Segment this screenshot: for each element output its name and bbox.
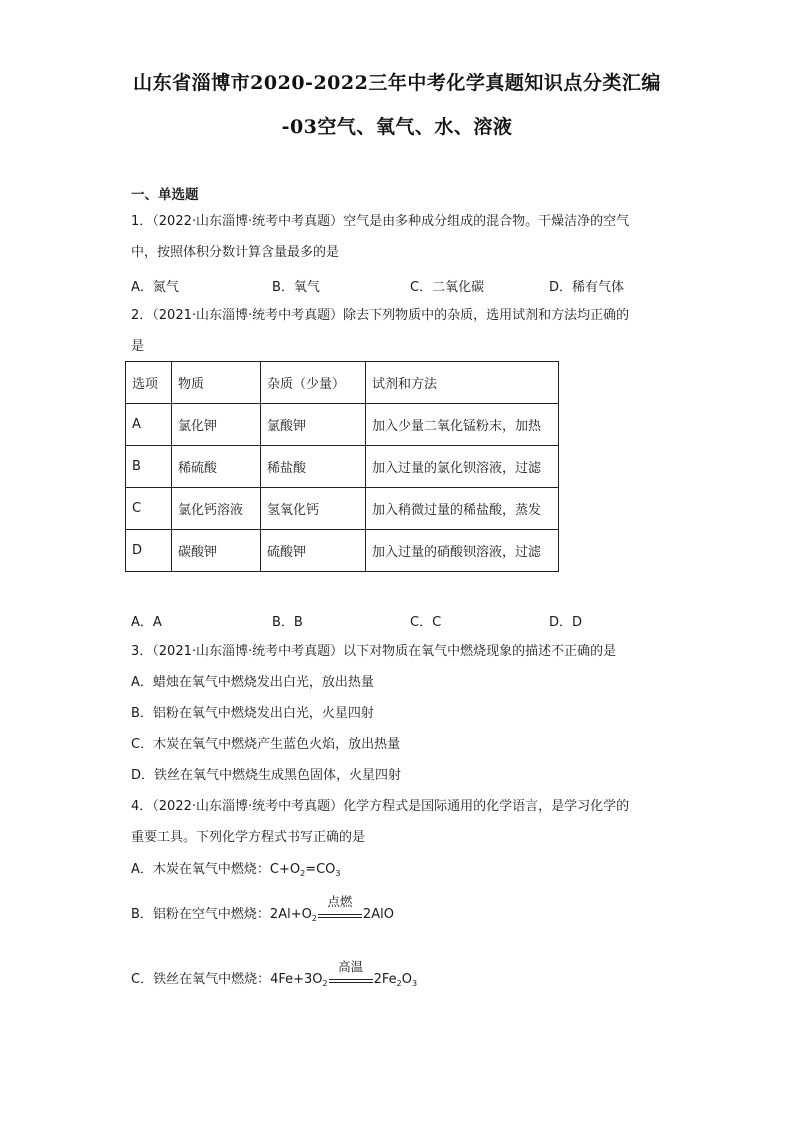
reaction-condition: 点燃: [327, 894, 353, 909]
equation-text: 2AlO: [362, 907, 394, 922]
q4-option-b-label: B．铝粉在空气中燃烧：: [131, 907, 270, 922]
table-cell: C: [126, 488, 172, 530]
q1-option-c: C．二氧化碳: [410, 280, 485, 295]
table-cell: 加入少量二氧化锰粉末，加热: [366, 404, 559, 446]
table-cell: 氯化钾: [172, 404, 261, 446]
q2-table: [125, 361, 559, 572]
table-cell: 硫酸钾: [261, 530, 366, 572]
table-cell: 加入过量的氯化钡溶液，过滤: [366, 446, 559, 488]
document-title-line2: -03空气、氧气、水、溶液: [281, 116, 513, 138]
document-title-line1: 山东省淄博市2020-2022三年中考化学真题知识点分类汇编: [133, 72, 661, 94]
table-cell: D: [126, 530, 172, 572]
q4-stem-line2: 重要工具。下列化学方程式书写正确的是: [131, 830, 366, 845]
q1-stem-line1: 1．（2022·山东淄博·统考中考真题）空气是由多种成分组成的混合物。干燥洁净的空气: [131, 214, 630, 229]
q1-option-a: A．氮气: [131, 280, 179, 295]
subscript: 2: [396, 979, 402, 988]
table-header-cell: 物质: [172, 362, 261, 404]
table-row: [126, 488, 559, 530]
equation-text: 2Fe: [373, 972, 397, 987]
table-cell: 碳酸钾: [172, 530, 261, 572]
q4-option-a: [131, 861, 341, 883]
q2-stem-line1: 2．（2021·山东淄博·统考中考真题）除去下列物质中的杂质，选用试剂和方法均正确的: [131, 308, 630, 323]
equation-text: C+O: [269, 862, 301, 877]
section-heading: 一、单选题: [131, 187, 199, 203]
subscript: 3: [411, 979, 418, 988]
q4-option-a-label: A．木炭在氧气中燃烧：: [131, 862, 270, 877]
subscript: 3: [335, 869, 341, 878]
reaction-condition-arrow: [317, 894, 363, 928]
q1-option-b: B．氧气: [272, 280, 320, 295]
subscript: 2: [311, 914, 317, 923]
table-header-cell: 试剂和方法: [366, 362, 559, 404]
q1-stem-line2: 中，按照体积分数计算含量最多的是: [131, 245, 340, 260]
q3-option-c: C．木炭在氧气中燃烧产生蓝色火焰，放出热量: [131, 737, 401, 752]
table-cell: 氯酸钾: [261, 404, 366, 446]
table-cell: 加入稍微过量的稀盐酸，蒸发: [366, 488, 559, 530]
q2-option-b: B．B: [272, 615, 303, 630]
table-cell: A: [126, 404, 172, 446]
q2-stem-line2: 是: [131, 339, 145, 354]
q2-option-d: D．D: [549, 615, 583, 630]
equals-bar-top: [318, 914, 362, 915]
table-cell: 氢氧化钙: [261, 488, 366, 530]
equation-text: O: [401, 972, 412, 987]
q2-option-c: C．C: [410, 615, 442, 630]
table-row: [126, 530, 559, 572]
q4-stem-line1: 4．（2022·山东淄博·统考中考真题）化学方程式是国际通用的化学语言，是学习化学的: [131, 799, 630, 814]
q3-option-a: A．蜡烛在氧气中燃烧发出白光，放出热量: [131, 675, 374, 690]
q3-option-b: B．铝粉在氧气中燃烧发出白光，火星四射: [131, 706, 374, 721]
equation-text: 2Al+O: [269, 907, 312, 922]
table-row: [126, 404, 559, 446]
q4-option-c: [131, 959, 418, 993]
table-header-cell: 选项: [126, 362, 172, 404]
q3-stem-line1: 3．（2021·山东淄博·统考中考真题）以下对物质在氧气中燃烧现象的描述不正确的是: [131, 644, 617, 659]
subscript: 2: [322, 979, 328, 988]
table-cell: 加入过量的硝酸钡溶液，过滤: [366, 530, 559, 572]
equals-bar-bottom: [318, 917, 362, 918]
table-cell: B: [126, 446, 172, 488]
q3-option-d: D．铁丝在氧气中燃烧生成黑色固体，火星四射: [131, 768, 402, 783]
table-row: [126, 446, 559, 488]
equals-bar-bottom: [329, 982, 373, 983]
reaction-condition: 高温: [338, 959, 364, 974]
q2-option-a: A．A: [131, 615, 162, 630]
equals-bar-top: [329, 979, 373, 980]
table-cell: 稀盐酸: [261, 446, 366, 488]
table-cell: 稀硫酸: [172, 446, 261, 488]
q4-option-c-label: C．铁丝在氧气中燃烧：: [131, 972, 271, 987]
reaction-condition-arrow: [328, 959, 374, 993]
q1-option-d: D．稀有气体: [549, 280, 625, 295]
table-header-row: [126, 362, 559, 404]
table-header-cell: 杂质（少量）: [261, 362, 366, 404]
equation-text: 4Fe+3O: [270, 972, 323, 987]
equation-text: =CO: [305, 862, 336, 877]
subscript: 2: [300, 869, 306, 878]
q4-option-b: [131, 894, 394, 928]
table-cell: 氯化钙溶液: [172, 488, 261, 530]
